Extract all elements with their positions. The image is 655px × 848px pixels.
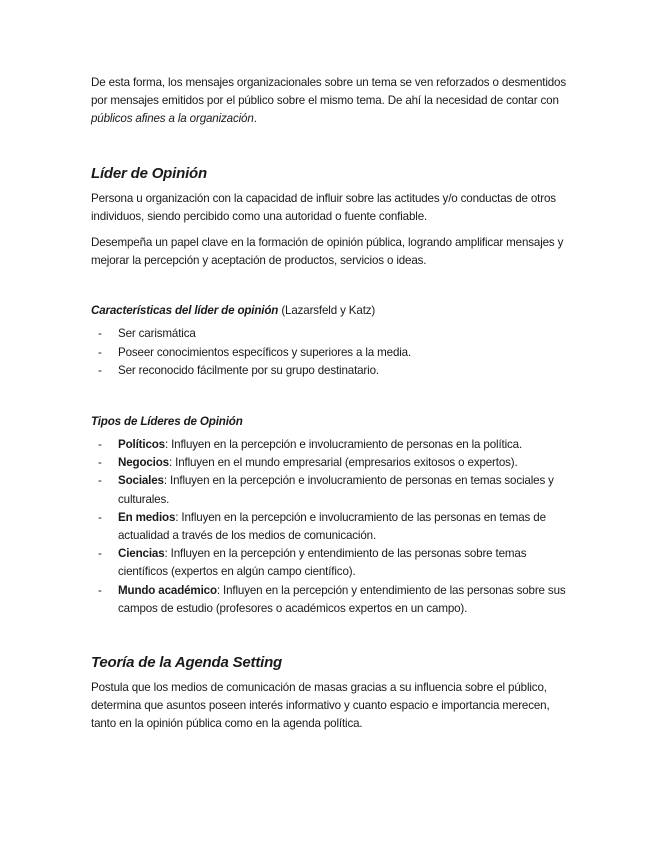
bullet-dash: - [98, 510, 102, 524]
intro-paragraph [91, 74, 571, 129]
list-item-term: Negocios [118, 456, 169, 470]
list-item: - Políticos: Influyen en la percepción e involucramiento de personas en la política. [91, 436, 571, 454]
list-item: - Negocios: Influyen en el mundo empresarial (empresarios exitosos o expertos). [91, 454, 571, 472]
bullet-dash: - [98, 345, 102, 359]
caracteristicas-citation: (Lazarsfeld y Katz) [278, 304, 376, 318]
intro-emphasis: públicos afines a la organización [91, 112, 254, 126]
bullet-dash: - [98, 583, 102, 597]
intro-text-end: . [253, 112, 257, 126]
list-item: - Poseer conocimientos específicos y superiores a la media. [91, 344, 571, 362]
list-item-term: Ciencias [118, 547, 165, 561]
bullet-dash: - [98, 474, 102, 488]
list-item: - En medios: Influyen en la percepción e involucramiento de las personas en temas de actualidad a través de los medios de comunicación. [98, 510, 546, 543]
list-item-term: Sociales [118, 474, 164, 488]
list-item: - Sociales: Influyen en la percepción e involucramiento de personas en temas sociales y culturales. [98, 474, 554, 506]
list-item: - Ser reconocido fácilmente por su grupo destinatario. [91, 362, 571, 380]
bullet-dash: - [98, 363, 102, 377]
bullet-dash: - [98, 327, 102, 341]
list-item: - Ciencias: Influyen en la percepción y entendimiento de las personas sobre temas científicos (expertos en algún campo científico). [98, 547, 527, 579]
bullet-dash: - [98, 547, 102, 561]
agenda-paragraph: Postula que los medios de comunicación de masas gracias a su influencia sobre el público, determina que asuntos poseen interés informativo y cuanto espacio e importancia merecen, tanto en la opinión pública como en la agenda política. [91, 681, 550, 731]
heading-lider-opinion: Líder de Opinión [91, 164, 207, 182]
lider-paragraph-1: Persona u organización con la capacidad de influir sobre las actitudes y/o conductas de otros individuos, siendo percibido como una autoridad o fuente confiable. [91, 191, 556, 223]
list-item: - Mundo académico: Influyen en la percepción y entendimiento de las personas sobre sus campos de estudio (profesores o académicos expertos en un campo). [98, 583, 566, 615]
document-page [91, 74, 571, 734]
intro-text: De esta forma, los mensajes organizacionales sobre un tema se ven reforzados o desmentidos por mensajes emitidos por el público sobre el mismo tema. De ahí la necesidad de contar con [91, 76, 566, 108]
list-item-term: En medios [118, 510, 176, 524]
bullet-dash: - [98, 456, 102, 470]
tipos-list [91, 436, 571, 618]
heading-caracteristicas [91, 304, 571, 317]
heading-agenda-setting: Teoría de la Agenda Setting [91, 654, 283, 672]
caracteristicas-list [91, 325, 571, 380]
caracteristicas-title: Características del líder de opinión [91, 304, 279, 318]
bullet-dash: - [98, 438, 102, 452]
list-item-term: Mundo académico [118, 583, 217, 597]
list-item-term: Políticos [118, 438, 165, 452]
lider-paragraph-2: Desempeña un papel clave en la formación de opinión pública, logrando amplificar mensajes y mejorar la percepción y aceptación de productos, servicios o ideas. [91, 236, 564, 268]
list-item: - Ser carismática [91, 325, 571, 343]
heading-tipos-lideres: Tipos de Líderes de Opinión [91, 415, 243, 429]
